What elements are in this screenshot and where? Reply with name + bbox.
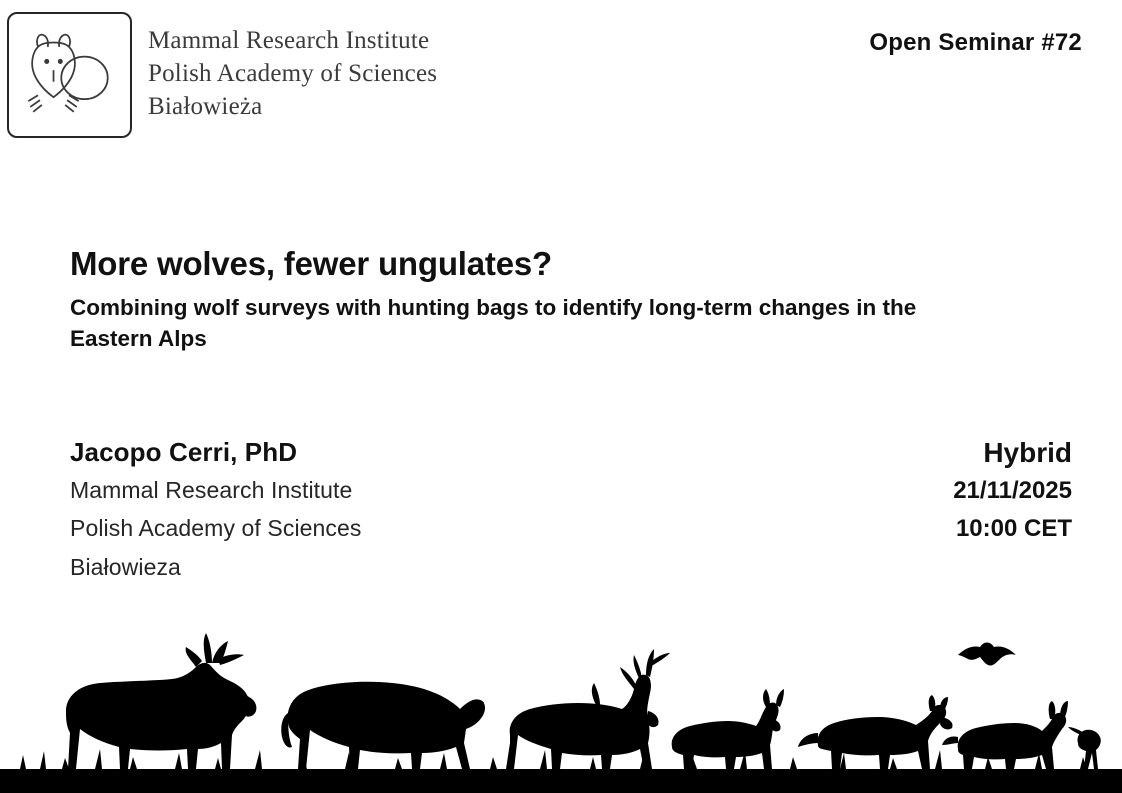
lynx-silhouette: [942, 701, 1068, 769]
poster-header: [0, 0, 1122, 150]
page-title: More wolves, fewer ungulates?: [70, 245, 552, 282]
title-block: [70, 245, 1030, 354]
event-date: 21/11/2025: [953, 477, 1072, 504]
ground-bar: [0, 769, 1122, 793]
event-time: 10:00 CET: [955, 515, 1072, 543]
seminar-number: Open Seminar #72: [869, 29, 1082, 56]
speaker-affiliation-3: Białowieza: [70, 553, 181, 580]
wolf-silhouette: [798, 695, 953, 769]
red-deer-silhouette: [506, 649, 670, 769]
page-subtitle: Combining wolf surveys with hunting bags to identify long-term changes in the Eastern Alps: [70, 295, 917, 351]
bat-silhouette: [958, 643, 1016, 666]
institute-line-2: Polish Academy of Sciences: [148, 60, 438, 87]
moose-silhouette: [66, 633, 256, 769]
institute-line-3: Białowieża: [148, 93, 263, 120]
event-mode: Hybrid: [983, 437, 1072, 468]
speaker-affiliation-1: Mammal Research Institute: [70, 477, 353, 503]
institute-name: [148, 24, 437, 123]
speaker-name: Jacopo Cerri, PhD: [70, 437, 298, 467]
speaker-affiliation-2: Polish Academy of Sciences: [70, 515, 362, 542]
roe-deer-silhouette: [672, 689, 784, 769]
mri-pas-logo: [7, 12, 132, 138]
animal-silhouette-band: [0, 593, 1122, 793]
speaker-block: [70, 437, 590, 586]
logo-glyph-icon: [9, 14, 130, 136]
bison-silhouette: [281, 682, 485, 769]
institute-line-1: Mammal Research Institute: [148, 27, 430, 54]
event-details: [953, 437, 1072, 549]
animal-silhouettes-icon: [0, 593, 1122, 793]
